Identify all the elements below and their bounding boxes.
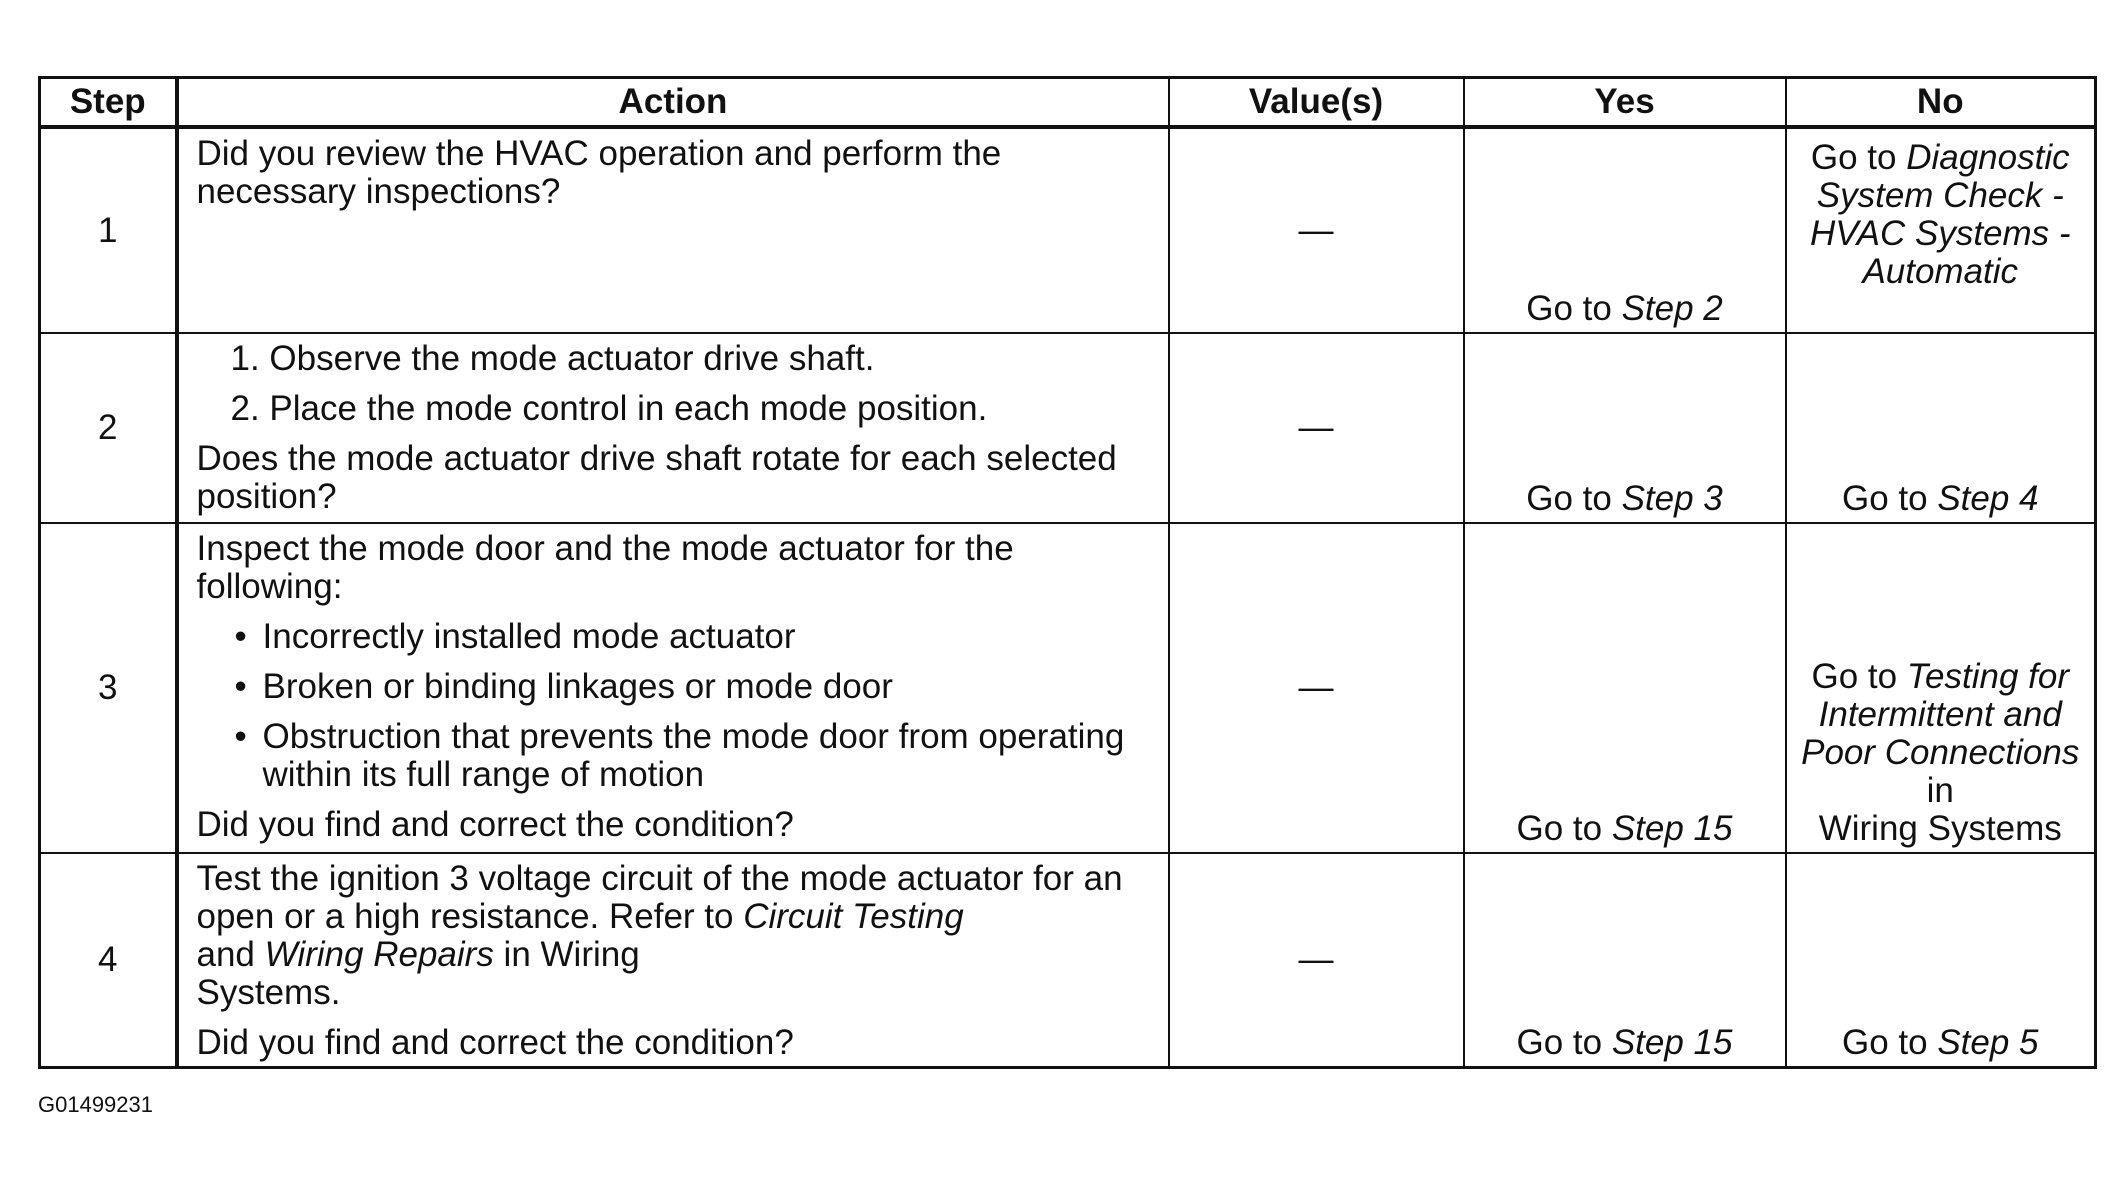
yes-cell — [1464, 523, 1786, 853]
yes-step-link[interactable]: Step 3 — [1621, 479, 1723, 518]
no-prefix: Go to — [1841, 1023, 1938, 1062]
header-row — [40, 78, 2096, 128]
no-reference-link[interactable]: Diagnostic System Check - HVAC Systems - Automatic — [1809, 138, 2071, 291]
no-cell — [1786, 127, 2096, 333]
action-text: Did you review the HVAC operation and perform the necessary inspections? — [196, 134, 1002, 211]
no-prefix: Go to — [1841, 479, 1938, 518]
figure-id: G01499231 — [38, 1092, 153, 1117]
numbered-item: 1. Observe the mode actuator drive shaft. — [230, 339, 875, 378]
bullet-item: • Obstruction that prevents the mode door from operating within its full range of motion — [197, 718, 1154, 794]
wiring-repairs-link[interactable]: Wiring Repairs — [264, 935, 494, 974]
yes-prefix: Go to — [1516, 1023, 1612, 1062]
no-step-link[interactable]: Step 5 — [1937, 1023, 2039, 1062]
step-number: 4 — [40, 853, 177, 1068]
action-question: Does the mode actuator drive shaft rotate for each selected position? — [196, 439, 1117, 516]
table-row — [40, 333, 2096, 523]
action-cell — [177, 333, 1169, 523]
value-dash: — — [1298, 940, 1334, 979]
action-text-part: in Wiring — [493, 935, 640, 974]
action-text-part: Test the ignition 3 voltage circuit of the mode actuator for an open or a high resistance. Refer to — [196, 859, 1123, 936]
numbered-item: 2. Place the mode control in each mode position. — [230, 389, 988, 428]
table-row — [40, 523, 2096, 853]
value-cell — [1169, 333, 1464, 523]
value-cell — [1169, 127, 1464, 333]
action-cell — [177, 523, 1169, 853]
table-row — [40, 127, 2096, 333]
diagnostic-table — [38, 76, 2097, 1069]
step-number: 2 — [40, 333, 177, 523]
bullet-item: • Broken or binding linkages or mode door — [197, 668, 1154, 706]
value-dash: — — [1298, 408, 1334, 447]
action-text — [197, 860, 1154, 1012]
yes-step-link[interactable]: Step 15 — [1611, 809, 1733, 848]
value-cell — [1169, 523, 1464, 853]
action-intro: Inspect the mode door and the mode actuator for the following: — [196, 529, 1014, 606]
yes-cell — [1464, 333, 1786, 523]
no-reference-link[interactable]: Testing for Intermittent and Poor Connections — [1801, 657, 2080, 772]
yes-prefix: Go to — [1516, 809, 1612, 848]
value-dash: — — [1298, 210, 1334, 250]
header-values: Value(s) — [1169, 78, 1464, 128]
yes-prefix: Go to — [1526, 289, 1622, 328]
action-question: Did you find and correct the condition? — [196, 1023, 794, 1062]
yes-prefix: Go to — [1526, 479, 1622, 518]
header-step: Step — [40, 78, 177, 128]
table-row — [40, 853, 2096, 1068]
action-cell — [177, 853, 1169, 1068]
action-question: Did you find and correct the condition? — [196, 805, 794, 844]
circuit-testing-link[interactable]: Circuit Testing — [743, 897, 964, 936]
no-suffix: Wiring Systems — [1818, 809, 2062, 848]
no-prefix: Go to — [1811, 657, 1907, 696]
action-cell — [177, 127, 1169, 333]
value-cell — [1169, 853, 1464, 1068]
step-number: 1 — [40, 127, 177, 333]
action-text-part: Systems. — [196, 973, 341, 1012]
no-prefix: Go to — [1810, 138, 1907, 177]
header-no: No — [1786, 78, 2096, 128]
yes-step-link[interactable]: Step 2 — [1621, 289, 1723, 328]
no-step-link[interactable]: Step 4 — [1937, 479, 2039, 518]
no-cell — [1786, 523, 2096, 853]
action-text-part: and — [196, 935, 265, 974]
step-number: 3 — [40, 523, 177, 853]
value-dash: — — [1298, 668, 1334, 707]
no-cell — [1786, 333, 2096, 523]
no-cell — [1786, 853, 2096, 1068]
no-in-text: in — [1926, 771, 1954, 810]
bullet-item: • Incorrectly installed mode actuator — [197, 618, 1154, 656]
header-action: Action — [177, 78, 1169, 128]
yes-step-link[interactable]: Step 15 — [1611, 1023, 1733, 1062]
yes-cell — [1464, 127, 1786, 333]
yes-cell — [1464, 853, 1786, 1068]
header-yes: Yes — [1464, 78, 1786, 128]
